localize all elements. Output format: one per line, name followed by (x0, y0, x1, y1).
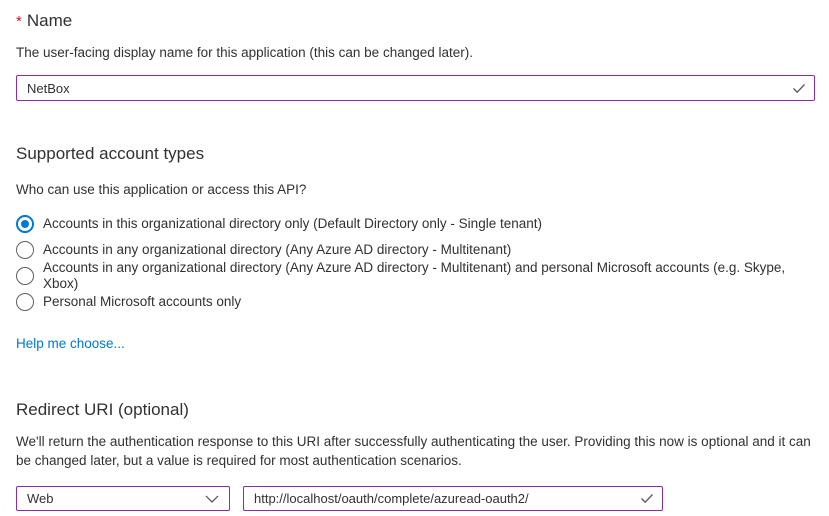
redirect-uri-controls (16, 486, 815, 511)
help-me-choose-link[interactable]: Help me choose... (16, 336, 125, 351)
checkmark-icon (640, 493, 654, 504)
account-types-question: Who can use this application or access this API? (16, 182, 307, 197)
name-input[interactable] (27, 76, 784, 100)
platform-select[interactable] (16, 486, 230, 511)
redirect-uri-description: We'll return the authentication response to this URI after successfully authenticating the user. Providing this now is optional and it can be changed later, but a value is required for most authentication scenarios. (16, 434, 811, 468)
radio-icon (16, 267, 34, 285)
account-types-radio-group (16, 211, 815, 315)
redirect-uri-input-wrapper (243, 486, 663, 511)
chevron-down-icon (205, 495, 219, 503)
radio-icon (16, 241, 34, 259)
checkmark-icon (792, 83, 806, 94)
account-type-option-personal-only[interactable] (16, 289, 815, 315)
name-section-heading (16, 11, 815, 32)
name-input-wrapper (16, 75, 815, 101)
redirect-uri-input[interactable] (254, 487, 632, 510)
radio-label: Accounts in any organizational directory (Any Azure AD directory - Multitenant) and personal Microsoft accounts (e.g. Skype, Xbox) (43, 260, 786, 291)
account-type-option-single-tenant[interactable] (16, 211, 815, 237)
name-label-text: Name (26, 11, 73, 30)
radio-label: Accounts in any organizational directory (Any Azure AD directory - Multitenant) (43, 242, 512, 257)
radio-icon (16, 293, 34, 311)
account-type-option-multitenant-personal[interactable] (16, 260, 815, 291)
account-types-heading: Supported account types (16, 144, 205, 163)
name-description: The user-facing display name for this application (this can be changed later). (16, 45, 473, 60)
radio-label: Accounts in this organizational directory only (Default Directory only - Single tenant) (43, 216, 542, 231)
required-asterisk: * (16, 13, 22, 30)
platform-select-value: Web (27, 491, 54, 506)
radio-icon (16, 215, 34, 233)
radio-label: Personal Microsoft accounts only (43, 294, 242, 309)
redirect-uri-heading: Redirect URI (optional) (16, 400, 189, 419)
